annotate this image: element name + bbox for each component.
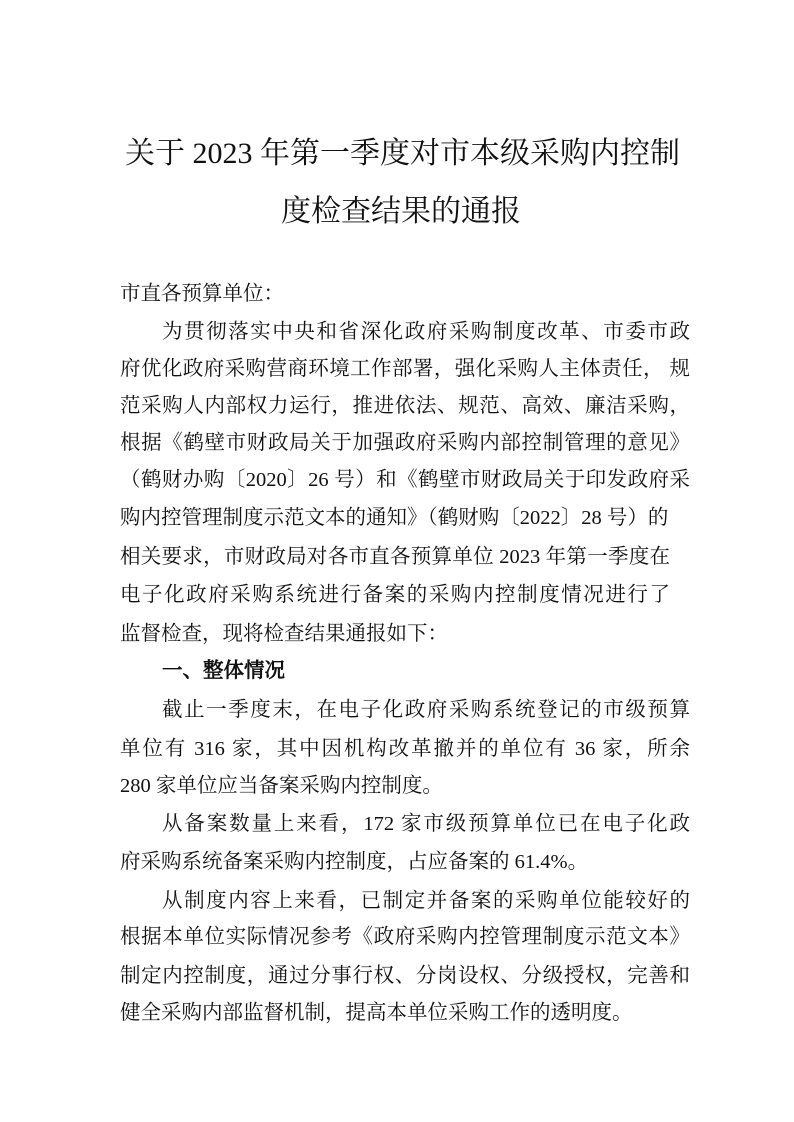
paragraph-line: 单位有 316 家，其中因机构改革撤并的单位有 36 家，所余 <box>120 738 690 760</box>
paragraph-line: 根据本单位实际情况参考《政府采购内控管理制度示范文本》 <box>120 926 690 948</box>
paragraph-line: 健全采购内部监督机制，提高本单位采购工作的透明度。 <box>120 1002 633 1024</box>
paragraph-line: 从备案数量上来看，172 家市级预算单位已在电子化政 <box>162 813 690 835</box>
paragraph-line: 为贯彻落实中央和省深化政府采购制度改革、市委市政 <box>162 321 690 343</box>
paragraph-line: 购内控管理制度示范文本的通知》（鹤财购〔2022〕28 号）的 <box>120 507 669 529</box>
paragraph-line: （鹤财办购〔2020〕26 号）和《鹤壁市财政局关于印发政府采 <box>120 469 690 491</box>
paragraph-line: 相关要求，市财政局对各市直各预算单位 2023 年第一季度在 <box>120 546 670 568</box>
title-line-2: 度检查结果的通报 <box>281 195 521 228</box>
salutation: 市直各预算单位： <box>120 283 284 305</box>
paragraph-line: 截止一季度末，在电子化政府采购系统登记的市级预算 <box>162 699 690 721</box>
paragraph-line: 监督检查，现将检查结果通报如下： <box>120 623 448 645</box>
paragraph-line: 范采购人内部权力运行，推进依法、规范、高效、廉洁采购， <box>120 395 690 417</box>
paragraph-line: 从制度内容上来看，已制定并备案的采购单位能较好的 <box>162 890 690 912</box>
section-heading: 一、整体情况 <box>162 659 285 682</box>
paragraph-line: 电子化政府采购系统进行备案的采购内控制度情况进行了 <box>120 584 670 606</box>
title-line-1: 关于 2023 年第一季度对市本级采购内控制 <box>125 137 680 170</box>
paragraph-line: 根据《鹤壁市财政局关于加强政府采购内部控制管理的意见》 <box>120 432 690 454</box>
paragraph-line: 府优化政府采购营商环境工作部署，强化采购人主体责任， 规 <box>120 358 690 380</box>
paragraph-line: 制定内控制度，通过分事行权、分岗设权、分级授权，完善和 <box>120 965 690 987</box>
paragraph-line: 府采购系统备案采购内控制度，占应备案的 61.4%。 <box>120 851 589 873</box>
paragraph-line: 280 家单位应当备案采购内控制度。 <box>120 775 443 797</box>
